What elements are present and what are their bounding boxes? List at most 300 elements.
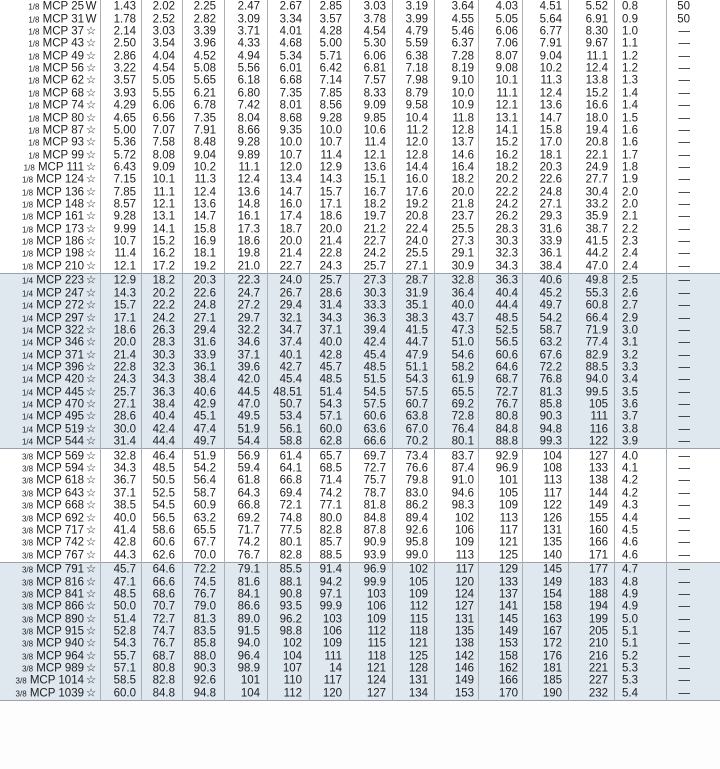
table-cell: 52.5 [152,487,175,500]
table-cell: 138 [454,637,474,650]
model-number: 964 [64,650,84,663]
table-cell: 51.0 [451,336,474,349]
table-cell: 11.2 [406,124,428,137]
column-divider [309,0,310,701]
table-cell: 8.79 [405,87,428,100]
model-number: 346 [64,336,84,349]
model-code: MCP [33,575,65,588]
table-cell: 79.0 [193,600,216,613]
table-cell: 24.3 [113,373,136,386]
table-cell: 32.8 [113,450,136,463]
table-cell: 4.79 [405,25,428,38]
size-fraction: 1/8 [28,52,40,62]
model-number: 866 [64,600,84,613]
table-cell: — [678,548,690,561]
table-cell: 4.2 [622,487,638,500]
table-cell: — [678,274,690,287]
table-cell: 5.05 [495,12,518,25]
table-cell: 93.5 [279,600,302,613]
table-cell: 9.85 [363,111,386,124]
table-cell: 10.7 [113,235,136,248]
table-cell: 20.0 [319,222,342,235]
size-fraction: 3/8 [15,689,27,699]
table-cell: 9.89 [237,148,260,161]
table-cell: 11.3 [540,74,562,87]
table-cell: 42.8 [113,536,136,549]
table-cell: 71.4 [319,474,342,487]
table-cell: 82.9 [585,348,608,361]
table-cell: 11.4 [114,247,136,260]
table-cell: 6.21 [193,87,216,100]
table-cell: 17.1 [319,198,342,211]
table-cell: 13.6 [539,99,562,112]
size-fraction: 1/8 [28,89,40,99]
table-cell: 144 [588,487,608,500]
row-label [0,602,98,614]
table-cell: 10.2 [539,62,562,75]
model-number: 87 [71,124,84,137]
table-cell: 40.6 [193,385,216,398]
table-cell: 60.6 [363,410,386,423]
table-cell: 36.1 [539,247,562,260]
table-cell: 57.5 [405,385,428,398]
table-cell: 125 [408,650,428,663]
table-cell: 2.52 [152,12,175,25]
table-cell: — [678,422,690,435]
table-cell: 31.4 [319,299,342,312]
table-row [0,186,720,198]
table-cell: 36.3 [152,385,175,398]
table-cell: 65.7 [319,450,342,463]
table-cell: 2.7 [622,299,638,312]
table-cell: 60.0 [319,422,342,435]
size-fraction: 3/8 [21,513,34,523]
table-cell: 24.2 [152,311,175,324]
table-cell: 102 [454,511,474,524]
model-number: 124 [64,173,84,186]
row-marker: ☆ [85,563,97,576]
table-cell: 44.4 [152,435,175,448]
table-cell: 82.8 [279,548,302,561]
table-cell: 92.6 [193,674,216,687]
table-cell: 6.81 [363,62,386,75]
row-label [0,2,98,14]
table-row [0,614,720,626]
table-cell: 96.9 [363,563,386,576]
model-code: MCP [26,687,59,700]
table-cell: 69.2 [451,398,474,411]
table-cell: 5.52 [585,0,608,13]
table-cell: 14.8 [237,198,260,211]
row-label [0,651,98,663]
size-fraction: 3/8 [21,538,34,548]
model-number: 80 [71,111,84,124]
table-cell: 118 [367,650,386,663]
table-cell: 54.3 [319,398,342,411]
table-cell: 43.7 [451,311,474,324]
table-cell: 145 [498,612,518,625]
table-cell: 7.57 [363,74,386,87]
table-cell: 72.2 [193,563,216,576]
table-cell: 87.8 [363,524,386,537]
table-cell: 32.3 [152,361,175,374]
table-cell: 9.09 [152,161,175,174]
table-cell: 105 [498,487,518,500]
row-label [0,537,98,549]
model-code: MCP [33,185,65,198]
row-label [0,589,98,601]
table-cell: 84.8 [152,687,175,700]
table-cell: 1.3 [622,74,638,87]
table-cell: 12.0 [279,161,302,174]
table-cell: 55.7 [113,650,136,663]
model-number: 161 [64,210,84,223]
size-fraction: 1/4 [21,387,34,397]
table-cell: 66.6 [363,435,386,448]
table-cell: 29.7 [237,311,260,324]
table-cell: 56.5 [495,336,518,349]
model-code: MCP [33,600,65,613]
table-cell: 28.3 [152,336,175,349]
row-marker: ☆ [85,348,97,361]
table-cell: 88.5 [319,548,342,561]
table-cell: 3.03 [152,25,175,38]
table-cell: 22.2 [495,185,518,198]
row-marker: ☆ [85,524,97,537]
table-cell: 18.2 [363,198,386,211]
table-cell: 81.8 [363,499,386,512]
row-label [0,300,98,312]
table-cell: 149 [498,625,518,638]
row-marker: ☆ [85,62,97,75]
table-cell: 83.0 [405,487,428,500]
table-cell: 12.8 [405,148,428,161]
row-label [0,76,98,88]
table-cell: 30.3 [152,348,175,361]
table-cell: 3.99 [405,12,428,25]
table-row [0,638,720,650]
table-cell: 15.8 [539,124,562,137]
table-cell: 141 [498,600,518,613]
size-fraction: 1/8 [28,113,40,123]
table-cell: 4.6 [622,548,638,561]
table-row [0,312,720,324]
table-cell: 26.7 [279,287,302,300]
table-cell: 81.6 [237,575,260,588]
column-divider [522,0,523,701]
table-cell: 40.4 [495,287,518,300]
table-cell: — [678,588,690,601]
model-number: 495 [64,410,84,423]
row-label [0,399,98,411]
table-cell: 166 [588,536,608,549]
table-cell: 3.57 [319,12,342,25]
table-cell: 57.5 [363,398,386,411]
row-label [0,626,98,638]
table-cell: — [678,74,690,87]
table-cell: 91.5 [237,625,260,638]
table-cell: 106 [322,625,342,638]
size-fraction: 1/4 [21,276,34,286]
table-cell: 96.9 [495,462,518,475]
size-fraction: 3/8 [21,489,34,499]
table-cell: 108 [542,462,562,475]
row-marker: ☆ [85,373,97,386]
table-cell: 53.4 [279,410,302,423]
table-row [0,63,720,75]
table-cell: 15.2 [585,87,608,100]
table-cell: 99.9 [319,600,342,613]
table-cell: 60.6 [152,536,175,549]
table-cell: 11.4 [320,148,342,161]
model-number: 569 [64,450,84,463]
table-cell: 1.4 [622,99,638,112]
table-row [0,601,720,613]
table-cell: 54.3 [405,373,428,386]
table-cell: 20.0 [279,235,302,248]
table-cell: — [678,474,690,487]
table-cell: 19.2 [405,198,428,211]
table-cell: 12.1 [363,148,386,161]
table-cell: 98.3 [451,499,474,512]
table-cell: 25.5 [405,247,428,260]
row-label [0,100,98,112]
table-cell: 40.1 [279,348,302,361]
model-code: MCP [39,74,72,87]
table-cell: 5.1 [622,625,638,638]
column-divider [224,0,225,701]
table-cell: 91.4 [319,563,342,576]
table-cell: 36.4 [451,287,474,300]
model-number: 643 [64,487,84,500]
size-fraction: 1/8 [28,150,40,160]
table-cell: 68.6 [152,588,175,601]
model-number: 173 [64,222,84,235]
table-cell: — [678,124,690,137]
table-cell: 40.0 [319,336,342,349]
model-code: MCP [33,287,65,300]
model-code: MCP [33,398,65,411]
row-label [0,500,98,512]
table-row [0,38,720,50]
table-cell: 20.0 [113,336,136,349]
table-cell: 25.5 [451,222,474,235]
table-cell: 24.3 [319,259,342,272]
table-cell: 40.0 [113,511,136,524]
table-cell: 30.0 [113,422,136,435]
table-cell: 24.2 [363,247,386,260]
table-cell: 4.54 [152,62,175,75]
table-cell: 24.9 [585,161,608,174]
table-row [0,51,720,63]
table-cell: 9.09 [363,99,386,112]
row-marker: ☆ [85,385,97,398]
table-cell: 3.19 [405,0,428,13]
table-cell: 1.6 [622,136,638,149]
table-cell: 171 [588,548,608,561]
table-cell: 27.1 [113,398,136,411]
table-cell: 6.77 [539,25,562,38]
table-cell: 6.91 [585,12,608,25]
model-code: MCP [33,299,65,312]
table-cell: — [678,637,690,650]
table-row [0,500,720,512]
table-cell: 63.6 [363,422,386,435]
table-cell: — [678,299,690,312]
table-row [0,475,720,487]
size-fraction: 1/8 [28,101,40,111]
row-marker: ☆ [85,99,97,112]
table-cell: 106 [366,600,386,613]
table-cell: 113 [543,474,562,487]
row-label [0,325,98,337]
table-cell: — [678,575,690,588]
row-label [0,614,98,626]
model-number: 420 [64,373,84,386]
table-cell: 24.8 [193,299,216,312]
model-code: MCP [26,674,59,687]
table-cell: 6.38 [405,50,428,63]
table-cell: 71.7 [237,524,260,537]
table-cell: 4.51 [539,0,562,13]
table-cell: 83.5 [193,625,216,638]
model-code: MCP [33,422,65,435]
table-cell: 142 [454,650,474,663]
table-row [0,374,720,386]
table-cell: 42.4 [152,422,175,435]
table-cell: 37.1 [113,487,136,500]
table-cell: 85.5 [279,563,302,576]
table-cell: 34.7 [279,324,302,337]
model-number: 915 [64,625,84,638]
model-code: MCP [39,124,72,137]
model-number: 989 [64,662,84,675]
table-cell: 4.8 [622,575,638,588]
size-fraction: 3/8 [21,652,34,662]
model-number: 791 [64,563,84,576]
table-cell: 34.3 [319,311,342,324]
table-cell: 135 [454,625,474,638]
table-cell: 22.6 [193,287,216,300]
size-fraction: 1/4 [21,326,34,336]
table-cell: 38.5 [113,499,136,512]
row-label [0,162,98,174]
table-cell: 76.6 [405,462,428,475]
table-cell: 5.30 [363,37,386,50]
table-cell: 94.2 [319,575,342,588]
table-cell: 126 [542,511,562,524]
table-cell: 170 [498,687,518,700]
table-cell: 19.8 [237,247,260,260]
table-cell: — [678,185,690,198]
table-cell: — [678,311,690,324]
table-cell: 72.7 [363,462,386,475]
table-cell: 120 [322,687,342,700]
table-cell: 81.3 [539,385,562,398]
table-cell: 47.9 [405,348,428,361]
table-cell: — [678,136,690,149]
size-fraction: 1/8 [21,261,34,271]
table-cell: 74.8 [279,511,302,524]
model-code: MCP [33,348,65,361]
table-cell: 103 [366,588,386,601]
table-cell: 12.1 [152,198,175,211]
size-fraction: 3/8 [21,664,34,674]
table-cell: 5.71 [319,50,342,63]
table-cell: 32.2 [237,324,260,337]
table-row [0,88,720,100]
table-cell: 61.8 [237,474,260,487]
table-cell: 10.0 [279,136,302,149]
table-cell: 56.4 [193,474,216,487]
size-fraction: 3/8 [21,550,34,560]
table-cell: 1.1 [622,37,638,50]
table-cell: 47.0 [237,398,260,411]
table-cell: 18.7 [279,222,302,235]
table-cell: 18.6 [319,210,342,223]
table-cell: 38.4 [193,373,216,386]
table-cell: 0.9 [622,12,638,25]
table-cell: 9.04 [539,50,562,63]
table-row [0,424,720,436]
table-cell: 60.0 [113,687,136,700]
table-cell: 5.3 [622,662,638,675]
table-cell: — [678,37,690,50]
row-label [0,362,98,374]
table-cell: 57.1 [319,410,342,423]
table-cell: 104 [240,687,260,700]
group-divider [0,700,720,701]
table-cell: 11.1 [238,161,260,174]
model-number: 767 [64,548,84,561]
column-divider [100,0,101,701]
table-cell: 7.07 [152,124,175,137]
table-cell: 6.37 [451,37,474,50]
model-number: 68 [71,87,84,100]
table-cell: 18.2 [495,161,518,174]
table-cell: 3.39 [193,25,216,38]
model-code: MCP [39,136,72,149]
table-cell: 33.9 [539,235,562,248]
table-cell: 50 [677,0,690,13]
table-cell: 27.1 [539,198,562,211]
table-cell: 63.2 [193,511,216,524]
table-cell: 113 [455,548,474,561]
table-cell: 22.3 [237,274,260,287]
size-fraction: 1/4 [21,437,34,447]
table-cell: 5.59 [405,37,428,50]
table-cell: 48.5 [319,373,342,386]
table-cell: 47.1 [113,575,136,588]
table-cell: 2.2 [622,222,638,235]
table-cell: 24.7 [237,287,260,300]
table-cell: 68.7 [495,373,518,386]
model-code: MCP [33,198,65,211]
table-cell: 4.94 [237,50,260,63]
table-row [0,451,720,463]
table-cell: 5.4 [622,687,638,700]
table-cell: 16.0 [405,173,428,186]
table-cell: 12.0 [405,136,428,149]
table-cell: 84.1 [237,588,260,601]
table-cell: 3.71 [237,25,260,38]
table-cell: 13.4 [279,173,302,186]
table-cell: 109 [498,499,518,512]
row-label [0,350,98,362]
size-fraction: 3/8 [21,501,34,511]
table-cell: 34.6 [237,336,260,349]
table-cell: 48.5 [152,462,175,475]
